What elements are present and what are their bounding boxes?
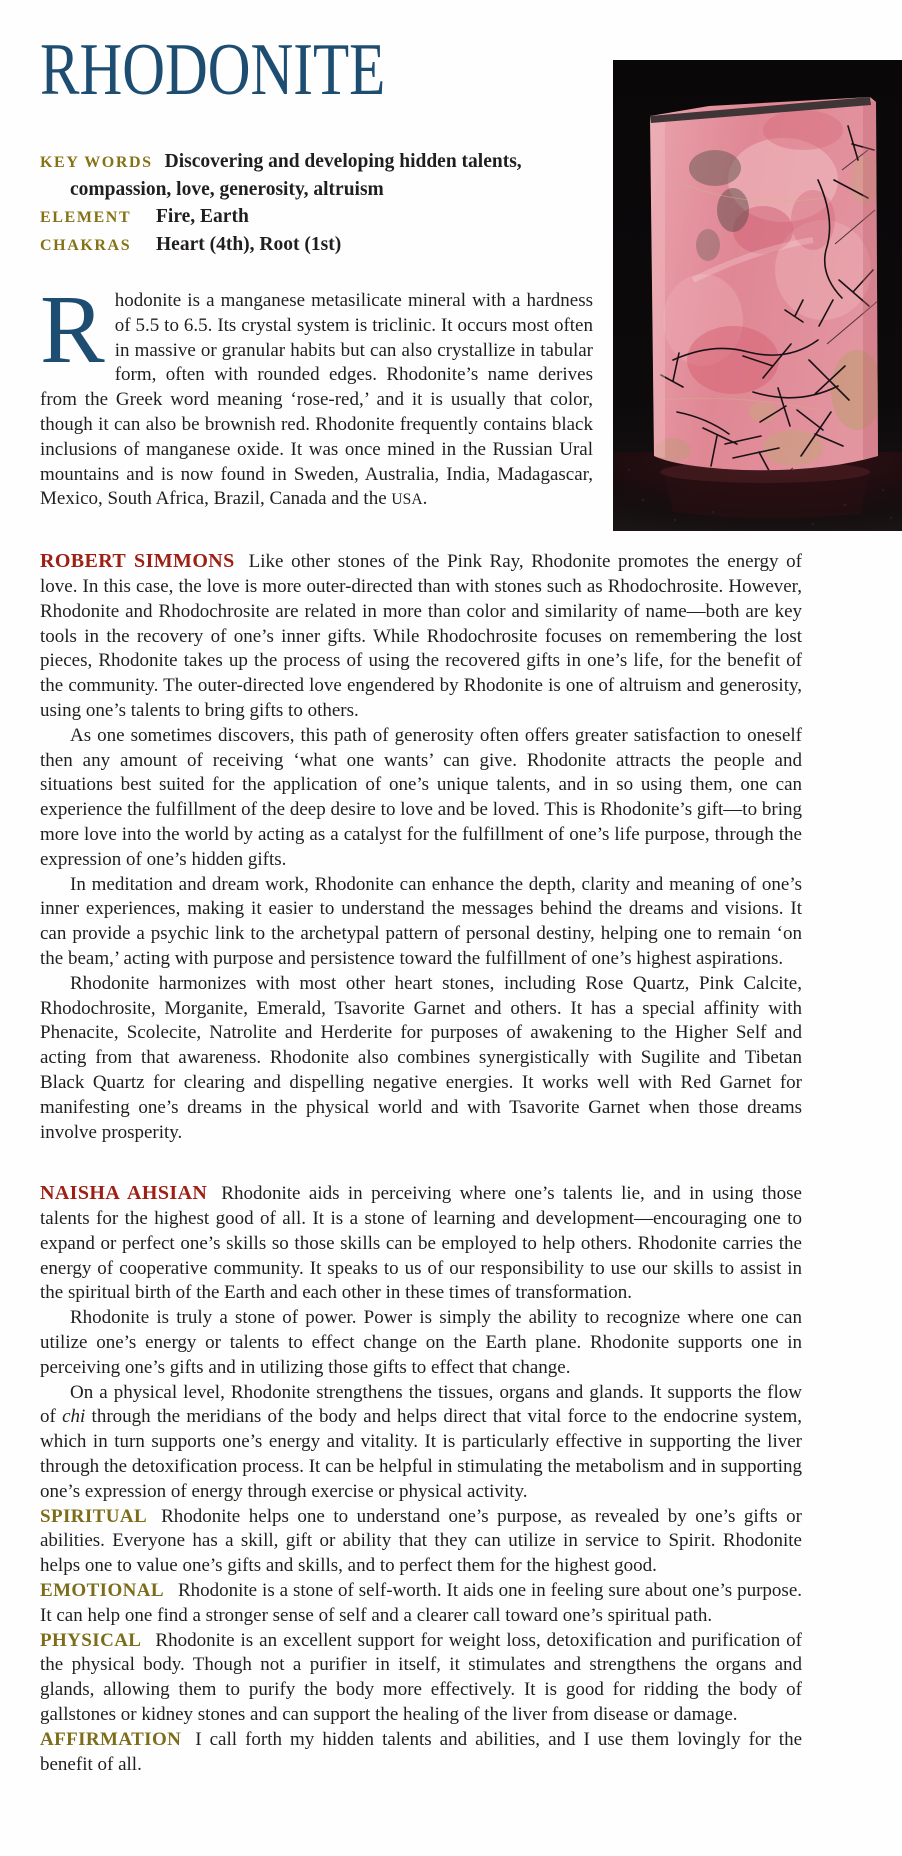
robert-simmons-paragraph-4: Rhodonite harmonizes with most other heart stones, including Rose Quartz, Pink Calcite, Rhodochrosite, Morganite, Emerald, Tsavorite Garnet and others. It has a special affinity with Phenacite, Scolecite, Natrolite and Herderite for purposes of awakening to the Higher Self and acting from that awareness. Rhodonite also combines synergistically with Sugilite and Tibetan Black Quartz for clearing and dispelling negative energies. It works well with Red Garnet for manifesting one’s dreams in the physical world and with Tsavorite Garnet when those dreams involve prosperity. xyxy=(40,972,802,1143)
drop-cap: R xyxy=(40,276,105,383)
physical-paragraph xyxy=(40,1629,802,1728)
element-label: ELEMENT xyxy=(40,209,132,226)
robert-simmons-p1-text: Like other stones of the Pink Ray, Rhodonite promotes the energy of love. In this case, the love is more outer-directed than with stones such as Rhodochrosite. However, Rhodonite and Rhodochrosite are related in more than color and similarity of name—both are key tools in the recovery of one’s inner gifts. While Rhodochrosite focuses on remembering the lost pieces, Rhodonite takes up the process of using the recovered gifts in one’s life, for the benefit of the community. The outer-directed love engendered by Rhodonite is one of altruism and generosity, using one’s talents to bring gifts to others. xyxy=(40,551,802,721)
naisha-ahsian-p1-text: Rhodonite aids in perceiving where one’s talents lie, and in using those talents for the highest good of all. It is a stone of learning and development—encouraging one to expand or perfect one’s skills so those skills can be employed to help others. Rhodonite carries the energy of cooperative community. It speaks to us of our responsibility to use our skills to assist in the spiritual birth of the Earth and each other in these times of transformation. xyxy=(40,1183,802,1304)
robert-simmons-paragraph-1 xyxy=(40,549,802,724)
emotional-text: Rhodonite is a stone of self-worth. It aids one in feeling sure about one’s purpose. It can help one find a stronger sense of self and a clearer call toward one’s spiritual path. xyxy=(40,1580,802,1626)
robert-simmons-paragraph-3: In meditation and dream work, Rhodonite can enhance the depth, clarity and meaning of one’s inner experiences, making it easier to understand the messages behind the dreams and visions. It can provide a psychic link to the archetypal pattern of personal destiny, helping one to remain ‘on the beam,’ acting with purpose and persistence toward the fulfillment of one’s highest aspirations. xyxy=(40,873,802,969)
naisha-ahsian-label: NAISHA AHSIAN xyxy=(40,1182,208,1205)
spiritual-label: SPIRITUAL xyxy=(40,1505,148,1527)
robert-simmons-label: ROBERT SIMMONS xyxy=(40,550,235,573)
physical-text: Rhodonite is an excellent support for weight loss, detoxification and purification of the physical body. Though not a purifier in itself, it stimulates and strengthens the organs and glands, allowing them to purify the body more effectively. It is good for ridding the body of gallstones or kidney stones and can support the healing of the liver from disease or damage. xyxy=(40,1629,802,1726)
key-words-row xyxy=(40,148,588,203)
affirmation-paragraph xyxy=(40,1728,802,1778)
key-words-value: Discovering and developing hidden talents, compassion, love, generosity, altruism xyxy=(70,151,522,200)
spiritual-text: Rhodonite helps one to understand one’s purpose, as revealed by one’s gifts or abilities. Everyone has a skill, gift or ability that they can utilize in service to Spirit. Rhodonite helps one to value one’s gifts and skills, and to perfect them for the highest good. xyxy=(40,1505,802,1577)
chakras-row xyxy=(40,231,588,259)
naisha-ahsian-paragraph-1 xyxy=(40,1181,802,1306)
naisha-ahsian-paragraph-3 xyxy=(40,1381,802,1505)
intro-usa-smallcaps: USA xyxy=(391,491,423,509)
intro-paragraph xyxy=(40,276,593,513)
naisha-ahsian-p3-after-chi: through the meridians of the body and helps direct that vital force to the endocrine system, which in turn supports one’s energy and vitality. It is particularly effective in supporting the liver through the detoxification process. It can be helpful in stimulating the metabolism and in supporting one’s expression of energy through exercise or physical activity. xyxy=(40,1406,802,1502)
element-value: Fire, Earth xyxy=(156,206,249,227)
naisha-ahsian-p3-before-chi: On a physical level, Rhodonite strengthens the tissues, organs and glands. It supports the flow of xyxy=(40,1381,802,1428)
robert-simmons-section xyxy=(40,549,802,1145)
emotional-label: EMOTIONAL xyxy=(40,1580,164,1602)
meta-block xyxy=(40,148,588,259)
chakras-value: Heart (4th), Root (1st) xyxy=(156,234,342,255)
naisha-ahsian-section xyxy=(40,1181,802,1777)
naisha-ahsian-paragraph-2: Rhodonite is truly a stone of power. Power is simply the ability to recognize where one can utilize one’s energy or talents to effect change on the Earth plane. Rhodonite supports one in perceiving one’s gifts and in utilizing those gifts to effect that change. xyxy=(40,1307,802,1378)
emotional-paragraph xyxy=(40,1579,802,1629)
intro-text: hodonite is a manganese metasilicate mineral with a hardness of 5.5 to 6.5. Its crystal system is triclinic. It occurs most often in massive or granular habits but can also crystallize in tabular form, often with rounded edges. Rhodonite’s name derives from the Greek word meaning ‘rose-red,’ and it is usually that color, though it can also be brownish red. Rhodonite frequently contains black inclusions of manganese oxide. It was once mined in the Russian Ural mountains and is now found in Sweden, Australia, India, Madagascar, Mexico, South Africa, Brazil, Canada and the xyxy=(40,290,593,510)
affirmation-label: AFFIRMATION xyxy=(40,1728,182,1750)
key-words-label: KEY WORDS xyxy=(40,154,153,171)
page-title: RHODONITE xyxy=(40,29,386,111)
robert-simmons-paragraph-2: As one sometimes discovers, this path of generosity often offers greater satisfaction to oneself then any amount of receiving ‘what one wants’ can give. Rhodonite attracts the people and situations best suited for the application of one’s unique talents, and in so using them, one can experience the fulfillment of the deep desire to love and be loved. This is Rhodonite’s gift—to bring more love into the world by acting as a catalyst for the fulfillment of one’s life purpose, through the expression of one’s hidden gifts. xyxy=(40,724,802,870)
physical-label: PHYSICAL xyxy=(40,1629,142,1651)
chi-italic: chi xyxy=(62,1406,86,1428)
intro-tail: . xyxy=(422,488,428,510)
spiritual-paragraph xyxy=(40,1505,802,1579)
affirmation-text: I call forth my hidden talents and abilities, and I use them lovingly for the benefit of all. xyxy=(40,1728,802,1775)
chakras-label: CHAKRAS xyxy=(40,237,132,254)
text-column xyxy=(40,29,802,1777)
element-row xyxy=(40,203,588,231)
